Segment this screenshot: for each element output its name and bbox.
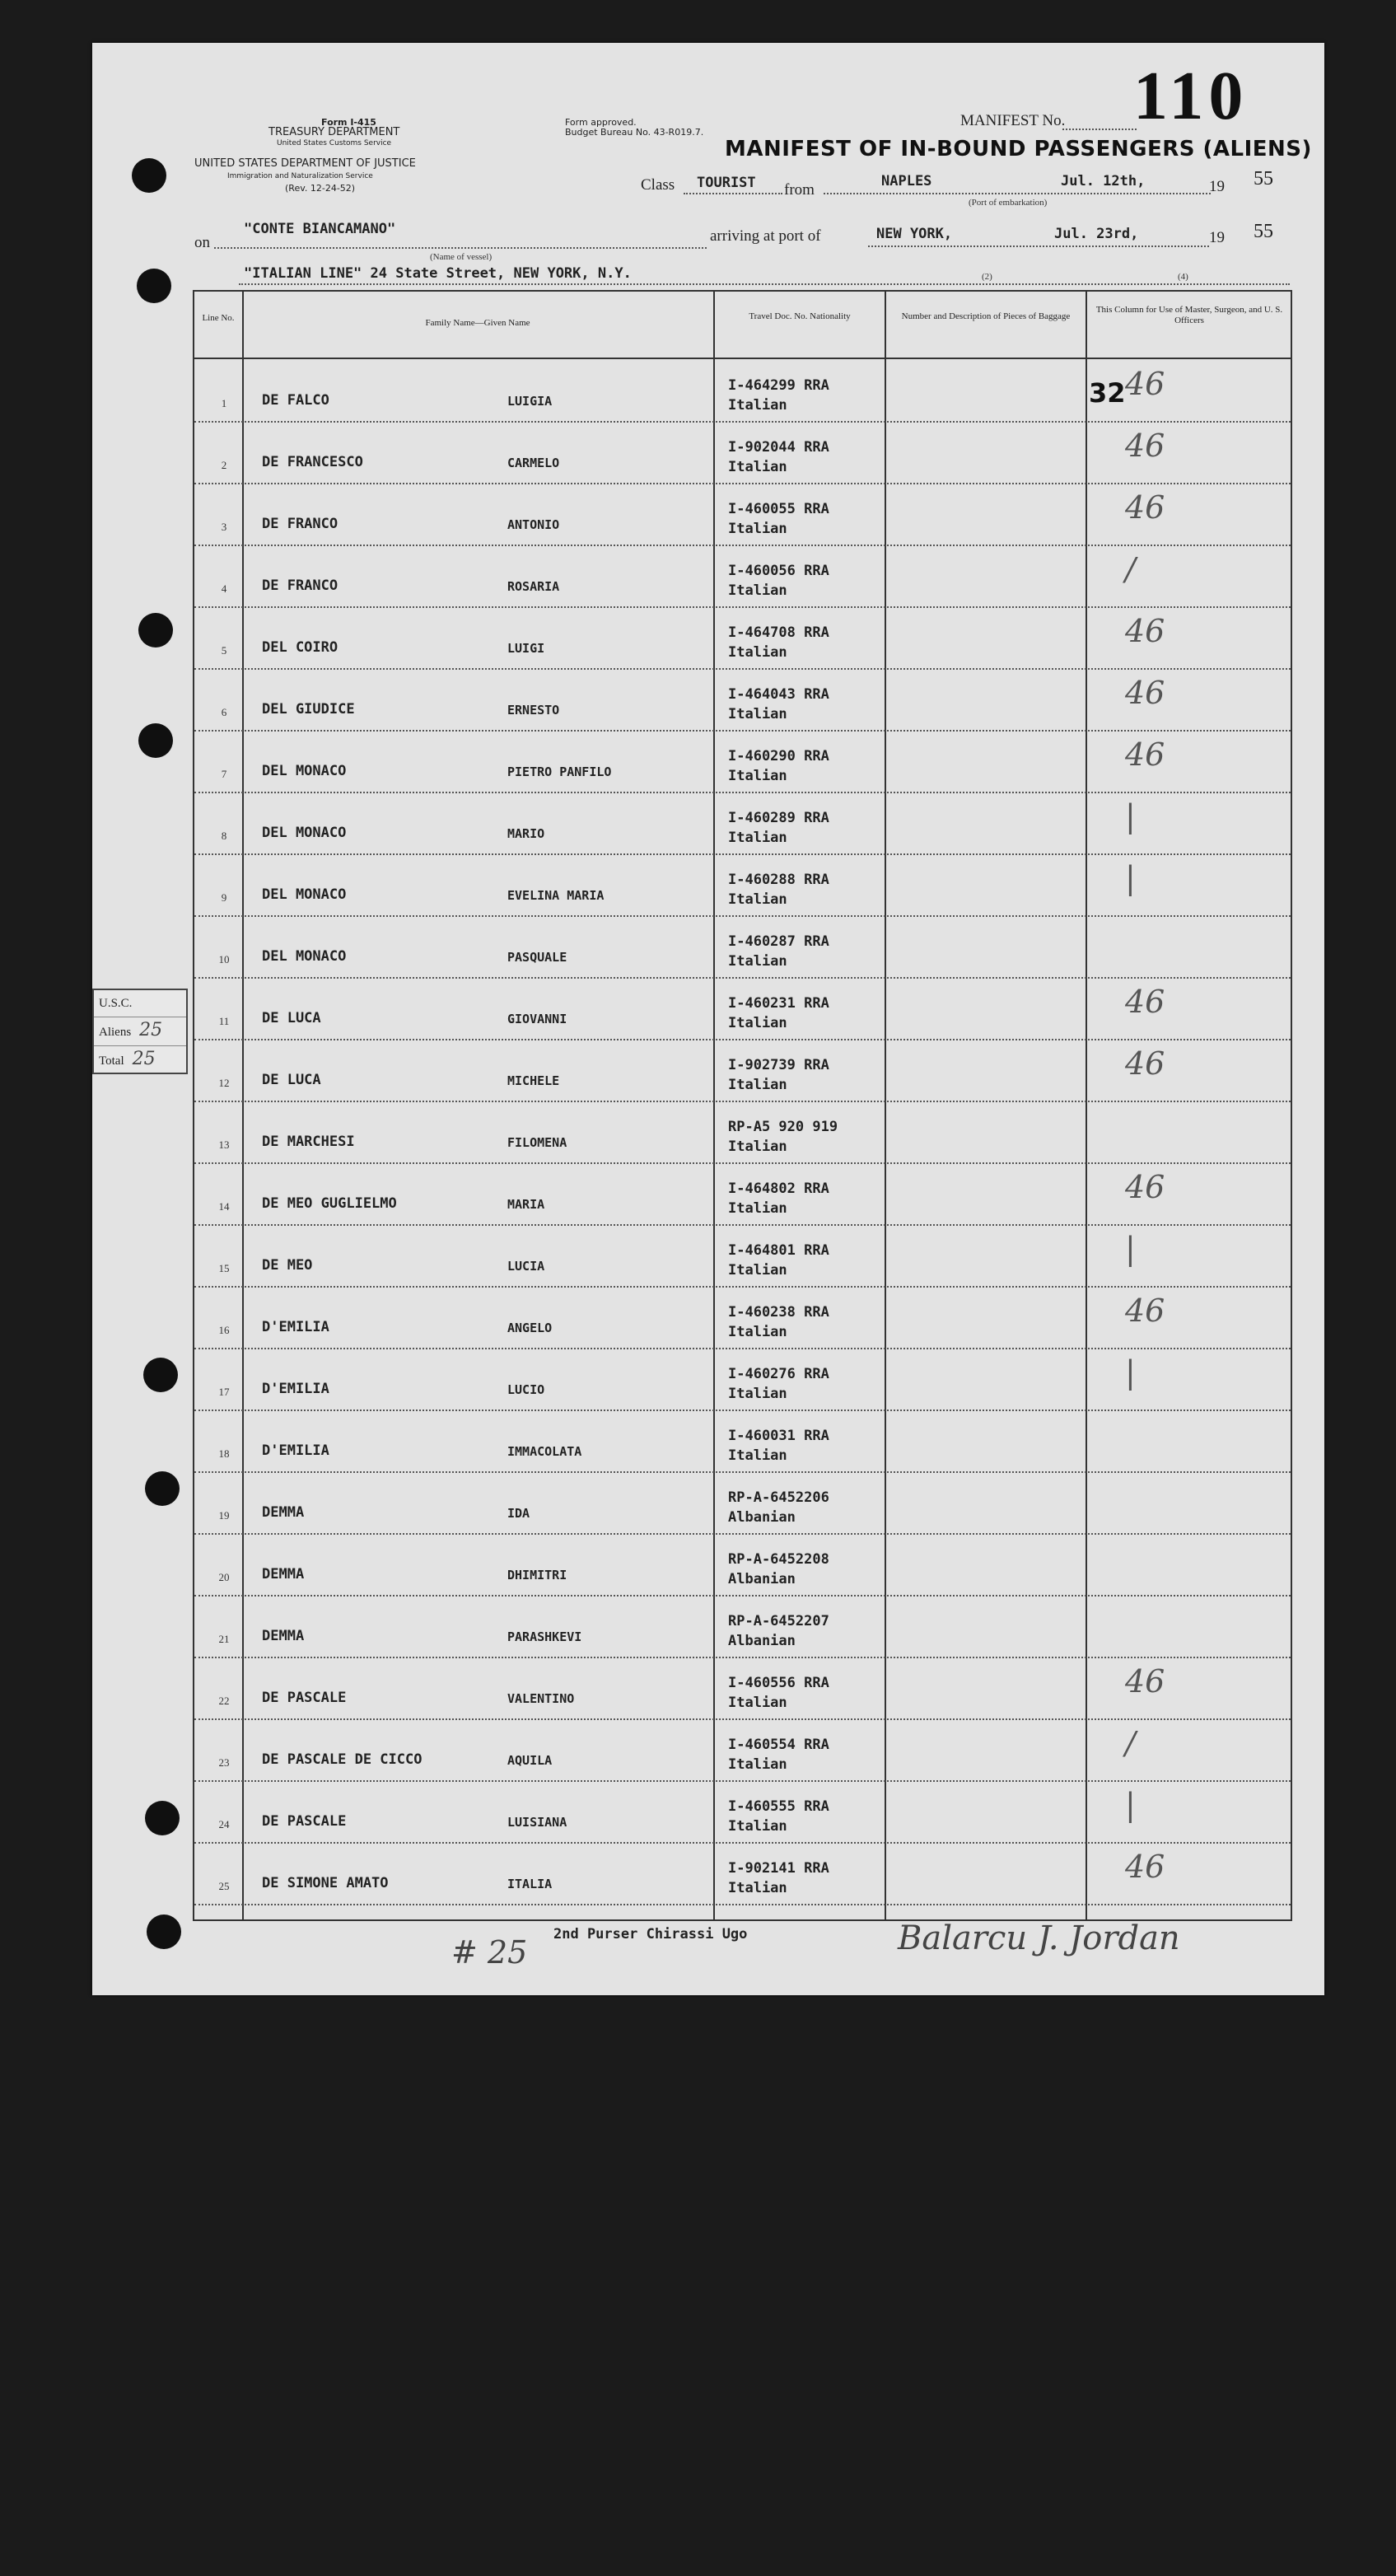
line-number: 1 (221, 397, 227, 409)
travel-doc-no: I-460055 RRA (728, 501, 829, 517)
table-row (194, 977, 1291, 1040)
family-name: D'EMILIA (262, 1319, 329, 1335)
customs-service: United States Customs Service (277, 139, 392, 147)
travel-doc-no: RP-A5 920 919 (728, 1119, 838, 1135)
header-officers: This Column for Use of Master, Surgeon, and U. S. Officers (1095, 305, 1283, 325)
passenger-count: 32 (1089, 377, 1126, 409)
nationality: Albanian (728, 1571, 796, 1587)
ins-service: Immigration and Naturalization Service (227, 172, 373, 180)
given-name: MARIO (507, 826, 545, 841)
table-row (194, 1348, 1291, 1411)
travel-doc-no: RP-A-6452207 (728, 1613, 829, 1629)
line-number: 20 (218, 1571, 230, 1583)
line-number: 7 (221, 768, 227, 780)
travel-doc-no: I-460287 RRA (728, 933, 829, 950)
officer-mark: 46 (1125, 1663, 1165, 1699)
family-name: DE MEO (262, 1257, 313, 1274)
punch-hole (137, 269, 171, 303)
line-number: 25 (218, 1880, 230, 1892)
note-4: (4) (1178, 272, 1188, 282)
line-number: 8 (221, 830, 227, 842)
manifest-no-label: MANIFEST No. (960, 112, 1066, 129)
stamp-usc: U.S.C. (94, 990, 186, 1017)
travel-doc-no: I-460056 RRA (728, 563, 829, 579)
punch-hole (138, 613, 173, 648)
officer-mark: 46 (1125, 1849, 1165, 1885)
nationality: Albanian (728, 1509, 796, 1526)
travel-doc-no: I-460554 RRA (728, 1737, 829, 1753)
year-2: 55 (1254, 221, 1273, 242)
family-name: DE PASCALE DE CICCO (262, 1751, 423, 1768)
officer-mark: | (1125, 1231, 1136, 1267)
form-approved: Form approved. (565, 117, 637, 128)
given-name: ERNESTO (507, 703, 560, 718)
family-name: D'EMILIA (262, 1381, 329, 1397)
line-number: 4 (221, 582, 227, 595)
nationality: Italian (728, 1756, 787, 1773)
table-row (194, 1162, 1291, 1226)
table-row (194, 1410, 1291, 1473)
from-label: from (784, 181, 815, 199)
officer-mark: | (1125, 860, 1136, 896)
family-name: DE FRANCESCO (262, 454, 363, 470)
revision: (Rev. 12-24-52) (285, 183, 356, 194)
family-name: DE PASCALE (262, 1813, 347, 1830)
line-number: 14 (218, 1200, 230, 1213)
line-number: 16 (218, 1324, 230, 1336)
given-name: ITALIA (507, 1877, 553, 1891)
line-number: 10 (218, 953, 230, 965)
table-row (194, 359, 1291, 423)
year-prefix-1: 19 (1209, 178, 1225, 195)
table-row (194, 1101, 1291, 1164)
family-name: DE FRANCO (262, 516, 338, 532)
line-number: 21 (218, 1633, 230, 1645)
line-number: 19 (218, 1509, 230, 1522)
travel-doc-no: I-902739 RRA (728, 1057, 829, 1073)
line-number: 22 (218, 1695, 230, 1707)
given-name: PIETRO PANFILO (507, 764, 612, 779)
nationality: Italian (728, 953, 787, 970)
table-row (194, 1780, 1291, 1844)
nationality: Italian (728, 1138, 787, 1155)
nationality: Italian (728, 521, 787, 537)
given-name: VALENTINO (507, 1691, 575, 1706)
given-name: ROSARIA (507, 579, 560, 594)
form-number: Form I-415 (321, 117, 376, 128)
punch-hole (147, 1914, 181, 1949)
officer-mark: 46 (1125, 613, 1165, 649)
given-name: ANTONIO (507, 517, 560, 532)
nationality: Italian (728, 1262, 787, 1279)
year-prefix-2: 19 (1209, 229, 1225, 246)
travel-doc-no: I-902044 RRA (728, 439, 829, 456)
officer-mark: 46 (1125, 736, 1165, 773)
officer-mark: 46 (1125, 1045, 1165, 1082)
line-number: 2 (221, 459, 227, 471)
family-name: DE FALCO (262, 392, 329, 409)
family-name: DE LUCA (262, 1010, 321, 1026)
table-row (194, 1842, 1291, 1905)
nationality: Italian (728, 768, 787, 784)
handwritten-signature: Balarcu J. Jordan (898, 1919, 1180, 1957)
nationality: Italian (728, 1386, 787, 1402)
table-row (194, 483, 1291, 546)
given-name: DHIMITRI (507, 1568, 567, 1583)
travel-doc-no: I-464801 RRA (728, 1242, 829, 1259)
given-name: LUIGI (507, 641, 545, 656)
family-name: DEMMA (262, 1628, 305, 1644)
punch-hole (132, 158, 166, 193)
given-name: MICHELE (507, 1073, 560, 1088)
officer-mark: 46 (1125, 675, 1165, 711)
stamp-total-row (94, 1046, 186, 1074)
manifest-number: 110 (1133, 58, 1249, 134)
officer-mark: 46 (1125, 984, 1165, 1020)
family-name: D'EMILIA (262, 1442, 329, 1459)
stamp-aliens-row (94, 1017, 186, 1046)
punch-hole (138, 723, 173, 758)
stamp-aliens-value: 25 (139, 1020, 163, 1040)
from-line (824, 193, 1211, 194)
given-name: IDA (507, 1506, 530, 1521)
given-name: PARASHKEVI (507, 1629, 582, 1644)
class-line (684, 193, 782, 194)
nationality: Italian (728, 1324, 787, 1340)
table-row (194, 668, 1291, 732)
line-number: 13 (218, 1138, 230, 1151)
family-name: DEL MONACO (262, 948, 347, 965)
line-number: 15 (218, 1262, 230, 1274)
travel-doc-no: I-460555 RRA (728, 1798, 829, 1815)
given-name: LUCIO (507, 1382, 545, 1397)
table-row (194, 1595, 1291, 1658)
nationality: Italian (728, 459, 787, 475)
travel-doc-no: I-464299 RRA (728, 377, 829, 394)
shipping-line: "ITALIAN LINE" 24 State Street, NEW YORK, N.Y. (244, 265, 632, 282)
line-number: 18 (218, 1447, 230, 1460)
family-name: DE SIMONE AMATO (262, 1875, 389, 1891)
line-number: 6 (221, 706, 227, 718)
note-2: (2) (982, 272, 992, 282)
given-name: EVELINA MARIA (507, 888, 605, 903)
given-name: MARIA (507, 1197, 545, 1212)
travel-doc-no: I-460290 RRA (728, 748, 829, 764)
family-name: DE PASCALE (262, 1690, 347, 1706)
nationality: Italian (728, 397, 787, 414)
officer-mark: 46 (1125, 428, 1165, 464)
purser-signature: 2nd Purser Chirassi Ugo (553, 1926, 748, 1943)
travel-doc-no: I-460276 RRA (728, 1366, 829, 1382)
nationality: Italian (728, 1015, 787, 1031)
travel-doc-no: I-902141 RRA (728, 1860, 829, 1877)
nationality: Italian (728, 830, 787, 846)
shipping-line-rule (239, 283, 1290, 285)
travel-doc-no: I-464708 RRA (728, 624, 829, 641)
line-number: 9 (221, 891, 227, 904)
justice-dept: UNITED STATES DEPARTMENT OF JUSTICE (194, 157, 416, 170)
nationality: Italian (728, 582, 787, 599)
table-row (194, 792, 1291, 855)
given-name: IMMACOLATA (507, 1444, 582, 1459)
port-embarkation-note: (Port of embarkation) (969, 198, 1048, 208)
budget-bureau: Budget Bureau No. 43-R019.7. (565, 127, 704, 138)
nationality: Italian (728, 1695, 787, 1711)
year-1: 55 (1254, 168, 1273, 189)
stamp-aliens-label: Aliens (99, 1026, 132, 1039)
given-name: ANGELO (507, 1321, 553, 1335)
class-value: TOURIST (697, 175, 756, 191)
family-name: DEL MONACO (262, 825, 347, 841)
header-baggage: Number and Description of Pieces of Baggage (901, 311, 1071, 321)
family-name: DEL COIRO (262, 639, 338, 656)
officer-mark: / (1125, 1725, 1136, 1761)
nationality: Italian (728, 644, 787, 661)
officer-mark: 46 (1125, 489, 1165, 526)
family-name: DEMMA (262, 1566, 305, 1583)
line-number: 5 (221, 644, 227, 657)
given-name: LUIGIA (507, 394, 553, 409)
nationality: Italian (728, 1447, 787, 1464)
table-row (194, 730, 1291, 793)
line-number: 24 (218, 1818, 230, 1830)
given-name: PASQUALE (507, 950, 567, 965)
table-row (194, 915, 1291, 979)
line-number: 12 (218, 1077, 230, 1089)
header-name: Family Name—Given Name (425, 318, 530, 328)
table-header (194, 292, 1291, 359)
table-row (194, 1657, 1291, 1720)
nationality: Italian (728, 706, 787, 722)
given-name: LUISIANA (507, 1815, 567, 1830)
officer-mark: | (1125, 1354, 1136, 1391)
usc-stamp (92, 989, 188, 1074)
vessel-line (214, 247, 707, 249)
table-row (194, 1533, 1291, 1597)
arrival-port: NEW YORK, (876, 226, 953, 242)
table-row (194, 1718, 1291, 1782)
given-name: LUCIA (507, 1259, 545, 1274)
given-name: FILOMENA (507, 1135, 567, 1150)
table-row (194, 1039, 1291, 1102)
class-label: Class (641, 176, 675, 194)
punch-hole (145, 1801, 180, 1835)
table-row (194, 1471, 1291, 1535)
line-number: 17 (218, 1386, 230, 1398)
nationality: Italian (728, 891, 787, 908)
officer-mark: 46 (1125, 1293, 1165, 1329)
travel-doc-no: RP-A-6452206 (728, 1489, 829, 1506)
nationality: Italian (728, 1880, 787, 1896)
passenger-table (193, 290, 1292, 1921)
travel-doc-no: RP-A-6452208 (728, 1551, 829, 1568)
officer-mark: / (1125, 551, 1136, 587)
table-row (194, 421, 1291, 484)
arrival-date: Jul. 23rd, (1054, 226, 1139, 242)
line-number: 3 (221, 521, 227, 533)
family-name: DEMMA (262, 1504, 305, 1521)
on-label: on (194, 234, 210, 251)
travel-doc-no: I-464802 RRA (728, 1180, 829, 1197)
stamp-total-value: 25 (132, 1049, 156, 1069)
stamp-total-label: Total (99, 1054, 124, 1068)
given-name: AQUILA (507, 1753, 553, 1768)
travel-doc-no: I-460556 RRA (728, 1675, 829, 1691)
given-name: CARMELO (507, 456, 560, 470)
travel-doc-no: I-460031 RRA (728, 1428, 829, 1444)
table-row (194, 545, 1291, 608)
family-name: DE MEO GUGLIELMO (262, 1195, 397, 1212)
arrival-line (868, 245, 1209, 247)
header-doc: Travel Doc. No. Nationality (749, 311, 851, 321)
table-row (194, 853, 1291, 917)
embarkation-date: Jul. 12th, (1061, 173, 1146, 189)
travel-doc-no: I-460289 RRA (728, 810, 829, 826)
family-name: DEL MONACO (262, 763, 347, 779)
manifest-title: MANIFEST OF IN-BOUND PASSENGERS (ALIENS) (725, 137, 1312, 161)
officer-mark: | (1125, 1787, 1136, 1823)
header-line-no: Line No. (202, 313, 235, 323)
travel-doc-no: I-460288 RRA (728, 872, 829, 888)
arriving-label: arriving at port of (710, 227, 821, 245)
given-name: GIOVANNI (507, 1012, 567, 1026)
travel-doc-no: I-464043 RRA (728, 686, 829, 703)
line-number: 11 (218, 1015, 230, 1027)
handwritten-count: # 25 (451, 1934, 528, 1971)
table-row (194, 1286, 1291, 1349)
nationality: Italian (728, 1077, 787, 1093)
family-name: DEL GIUDICE (262, 701, 355, 718)
line-number: 23 (218, 1756, 230, 1769)
table-row (194, 1224, 1291, 1288)
punch-hole (143, 1358, 178, 1392)
nationality: Albanian (728, 1633, 796, 1649)
travel-doc-no: I-460231 RRA (728, 995, 829, 1012)
officer-mark: 46 (1125, 366, 1165, 402)
family-name: DE FRANCO (262, 577, 338, 594)
officer-mark: 46 (1125, 1169, 1165, 1205)
vessel-note: (Name of vessel) (430, 252, 493, 262)
officer-mark: | (1125, 798, 1136, 835)
nationality: Italian (728, 1818, 787, 1835)
table-row (194, 606, 1291, 670)
family-name: DE MARCHESI (262, 1134, 355, 1150)
family-name: DE LUCA (262, 1072, 321, 1088)
travel-doc-no: I-460238 RRA (728, 1304, 829, 1321)
manifest-no-line (1062, 129, 1137, 130)
embarkation-port: NAPLES (881, 173, 932, 189)
punch-hole (145, 1471, 180, 1506)
family-name: DEL MONACO (262, 886, 347, 903)
treasury-dept: TREASURY DEPARTMENT (268, 126, 400, 138)
vessel-name: "CONTE BIANCAMANO" (244, 221, 396, 237)
nationality: Italian (728, 1200, 787, 1217)
